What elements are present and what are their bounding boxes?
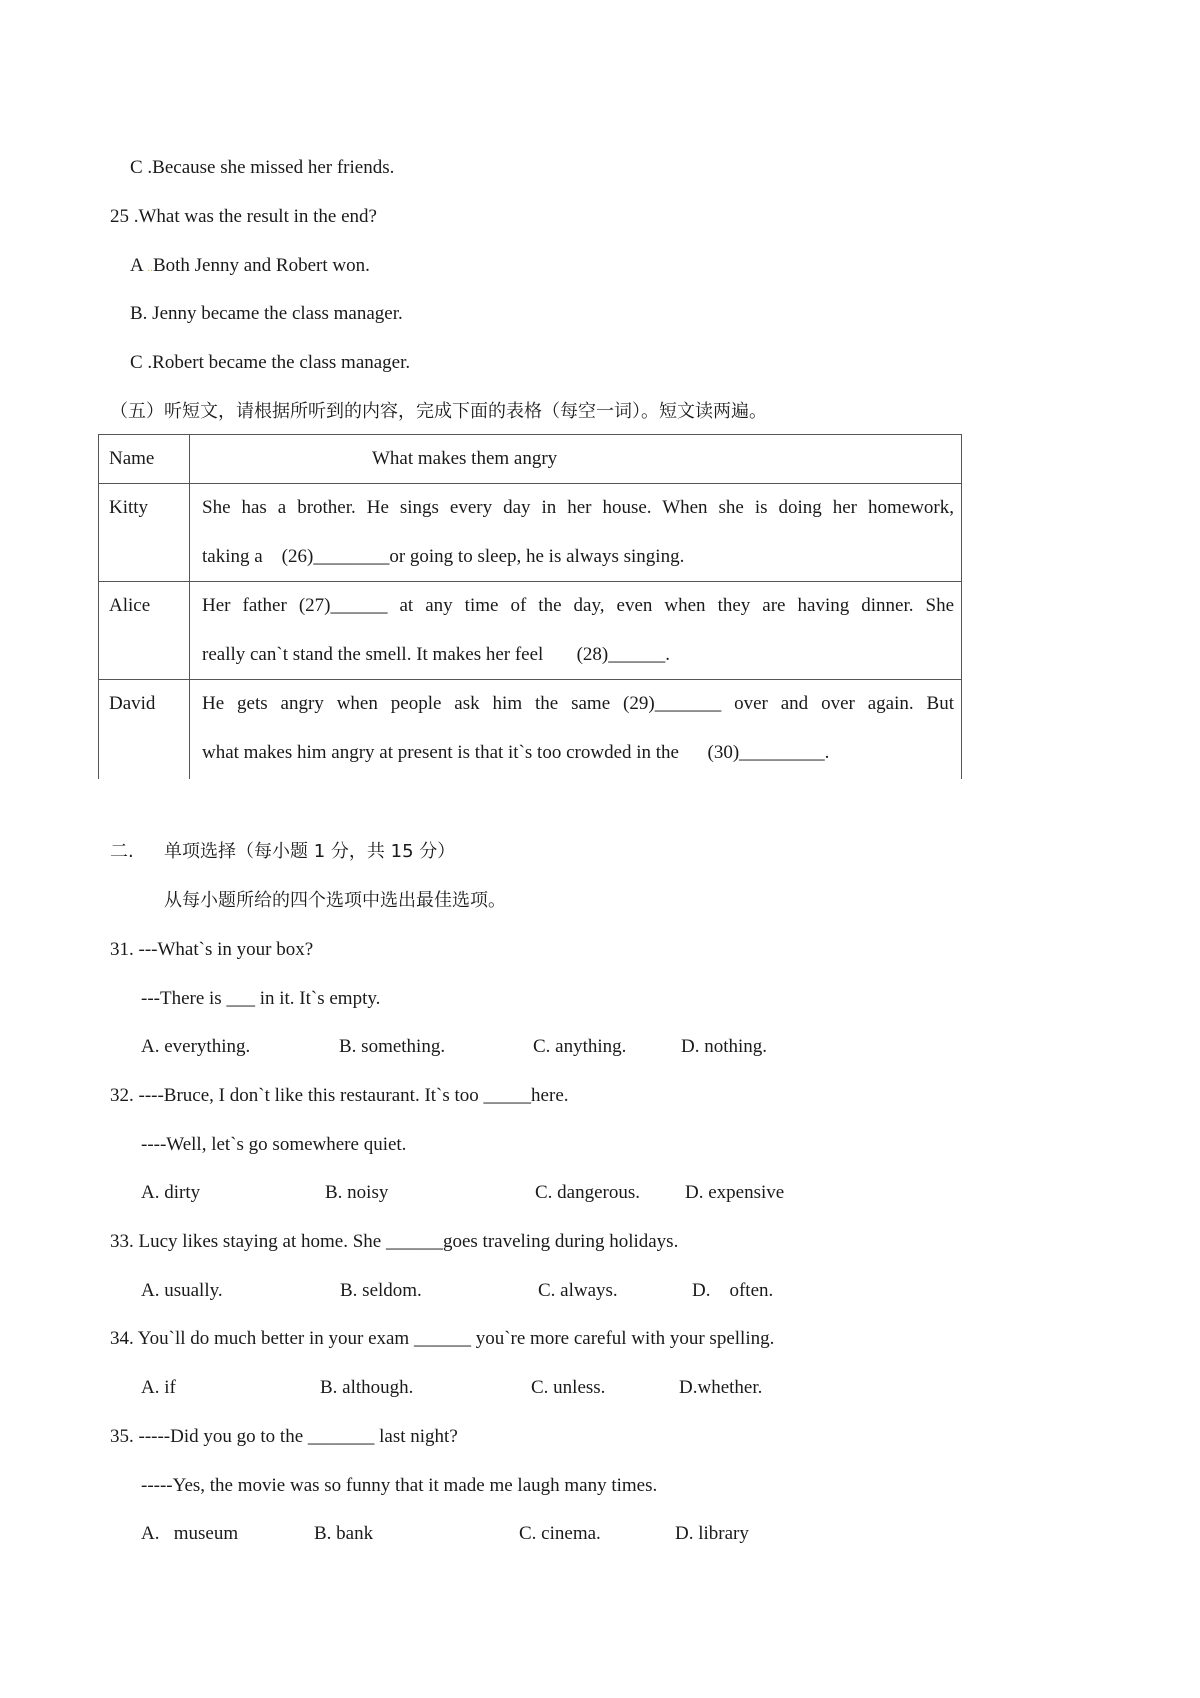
- q25-stem: 25 .What was the result in the end?: [110, 206, 377, 227]
- section5-instruction: （五）听短文，请根据所听到的内容，完成下面的表格（每空一词）。短文读两遍。: [110, 401, 767, 422]
- question-stem: 35. -----Did you go to the _______ last night?: [110, 1426, 458, 1447]
- section2-heading-number: 二.: [110, 841, 134, 862]
- option-b: B. noisy: [325, 1182, 389, 1203]
- option-a: A. everything.: [141, 1036, 251, 1057]
- option-d: D. nothing.: [681, 1036, 768, 1057]
- answer-table: [98, 434, 962, 779]
- option-b: B. although.: [320, 1377, 414, 1398]
- option-b: B. something.: [339, 1036, 446, 1057]
- question-stem: 33. Lucy likes staying at home. She ______goes traveling during holidays.: [110, 1231, 679, 1252]
- table-column-divider: [189, 434, 190, 779]
- table-border-top: [98, 434, 962, 435]
- table-rule: [98, 483, 962, 484]
- question-dialogue-line: ---There is ___ in it. It`s empty.: [141, 988, 381, 1009]
- q25-option-a-mark: ..: [147, 262, 153, 274]
- question-dialogue-line: ----Well, let`s go somewhere quiet.: [141, 1134, 407, 1155]
- table-row-name: Alice: [109, 595, 151, 616]
- question-stem: 31. ---What`s in your box?: [110, 939, 314, 960]
- table-row-desc-line: He gets angry when people ask him the same (29)_______ over and over again. But: [202, 693, 954, 714]
- table-row-desc-line: Her father (27)______ at any time of the day, even when they are having dinner. She: [202, 595, 954, 616]
- q25-option-a-text: Both Jenny and Robert won.: [152, 255, 370, 276]
- section2-instruction: 从每小题所给的四个选项中选出最佳选项。: [164, 890, 506, 911]
- q25-option-c: C .Robert became the class manager.: [130, 352, 411, 373]
- question-dialogue-line: -----Yes, the movie was so funny that it made me laugh many times.: [141, 1475, 658, 1496]
- table-border-left: [98, 434, 99, 779]
- table-rule: [98, 581, 962, 582]
- option-b: B. seldom.: [340, 1280, 422, 1301]
- table-row-desc-line: taking a (26)________or going to sleep, he is always singing.: [202, 546, 685, 567]
- table-row-name: David: [109, 693, 156, 714]
- table-row-name: Kitty: [109, 497, 149, 518]
- option-d: D. library: [675, 1523, 749, 1544]
- option-c: C. anything.: [533, 1036, 627, 1057]
- table-border-right: [961, 434, 962, 779]
- option-a: A. dirty: [141, 1182, 201, 1203]
- option-d: D. often.: [692, 1280, 774, 1301]
- table-row-desc-line: She has a brother. He sings every day in her house. When she is doing her homework,: [202, 497, 954, 518]
- option-c: C. always.: [538, 1280, 618, 1301]
- q25-option-a: [130, 254, 370, 280]
- table-row-desc-line: what makes him angry at present is that it`s too crowded in the (30)_________.: [202, 742, 830, 763]
- option-a: A. museum: [141, 1523, 239, 1544]
- option-c: C. unless.: [531, 1377, 606, 1398]
- option-c: C. cinema.: [519, 1523, 601, 1544]
- option-b: B. bank: [314, 1523, 374, 1544]
- table-row-desc-line: really can`t stand the smell. It makes her feel (28)______.: [202, 644, 670, 665]
- table-rule: [98, 679, 962, 680]
- option-c: C. dangerous.: [535, 1182, 641, 1203]
- option-a: A. if: [141, 1377, 176, 1398]
- q24-option-c: C .Because she missed her friends.: [130, 157, 395, 178]
- option-a: A. usually.: [141, 1280, 223, 1301]
- q25-option-b: B. Jenny became the class manager.: [130, 303, 403, 324]
- option-d: D. expensive: [685, 1182, 785, 1203]
- option-d: D.whether.: [679, 1377, 763, 1398]
- question-stem: 32. ----Bruce, I don`t like this restaurant. It`s too _____here.: [110, 1085, 569, 1106]
- table-header-name: Name: [109, 448, 155, 469]
- question-stem: 34. You`ll do much better in your exam ______ you`re more careful with your spelling.: [110, 1328, 775, 1349]
- section2-heading: 单项选择（每小题 1 分，共 15 分）: [164, 841, 456, 862]
- q25-option-a-letter: A: [130, 255, 143, 276]
- table-header-desc: What makes them angry: [372, 448, 558, 469]
